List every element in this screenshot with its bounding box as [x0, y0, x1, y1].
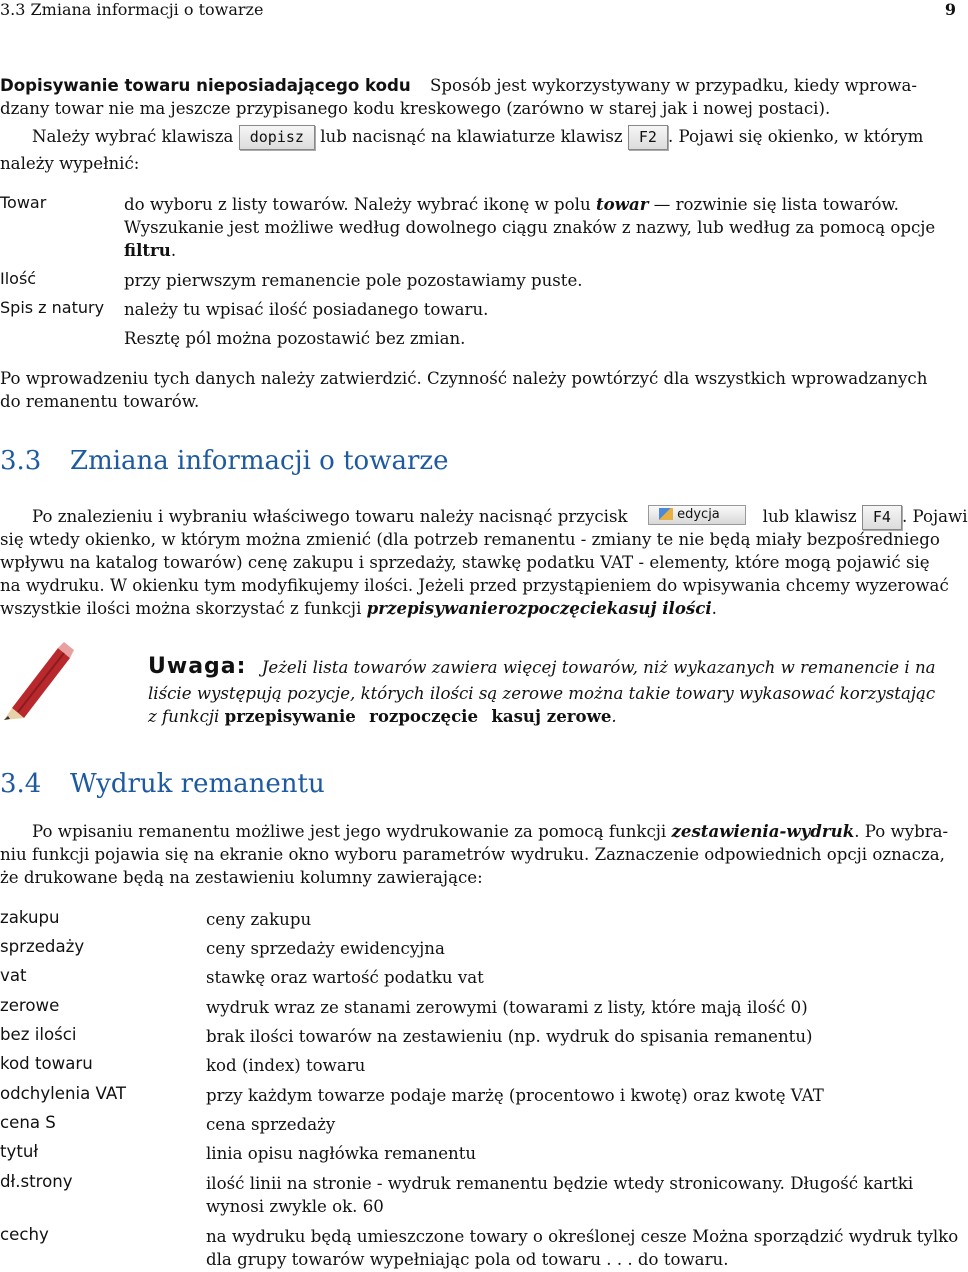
page-number: 9	[944, 0, 956, 19]
column-desc: przy każdym towarze podaje marżę (procentowo i kwotę) oraz kwotę VAT	[206, 1086, 824, 1105]
desc-towar-line1: do wyboru z listy towarów. Należy wybrać ikonę w polu towar — rozwinie się lista towarów.	[124, 194, 899, 214]
section-33-number: 3.3	[0, 446, 42, 476]
section-34-title: Wydruk remanentu	[70, 769, 325, 799]
desc-spis: należy tu wpisać ilość posiadanego towaru.	[124, 300, 489, 319]
column-desc: stawkę oraz wartość podatku vat	[206, 968, 484, 987]
section-33-title: Zmiana informacji o towarze	[70, 446, 449, 476]
column-desc-cont: wynosi zwykle ok. 60	[206, 1197, 384, 1216]
column-desc: brak ilości towarów na zestawieniu (np. wydruk do spisania remanentu)	[206, 1027, 813, 1046]
para-po-wprowadzeniu-line2: do remanentu towarów.	[0, 392, 200, 411]
column-desc: kod (index) towaru	[206, 1056, 366, 1075]
term-towar: Towar	[0, 193, 47, 212]
section-34-line3: że drukowane będą na zestawieniu kolumny zawierające:	[0, 868, 483, 887]
desc-towar-line3: filtru.	[124, 240, 177, 260]
uwaga-line3: z funkcji przepisywanie rozpoczęcie kasuj zerowe.	[148, 706, 617, 726]
section-34-line2: niu funkcji pojawia się na ekranie okno wyboru parametrów wydruku. Zaznaczenie odpowiednich opcji oznacza,	[0, 845, 945, 864]
para-dopisywanie-line3: Należy wybrać klawisza dopisz lub nacisnąć na klawiaturze klawisz F2 . Pojawi się okienko, w którym	[32, 125, 923, 150]
section-33-line5: wszystkie ilości można skorzystać z funkcji przepisywanierozpoczęciekasuj ilości.	[0, 598, 717, 618]
section-34-number: 3.4	[0, 769, 42, 799]
section-33-line3: wpływu na katalog towarów) cenę zakupu i sprzedaży, stawkę podatku VAT - elementy, które mogą pojawić się	[0, 553, 930, 572]
section-34-line1: Po wpisaniu remanentu możliwe jest jego wydrukowanie za pomocą funkcji zestawienia-wydruk. Po wybra-	[32, 821, 949, 841]
column-term: kod towaru	[0, 1054, 93, 1073]
desc-towar-line2: Wyszukanie jest możliwe według dowolnego ciągu znaków z nazwy, lub według za pomocą opcje	[124, 218, 936, 237]
section-33-line4: na wydruku. W okienku tym modyfikujemy ilości. Jeżeli przed przystąpieniem do wpisywania chcemy wyzerować	[0, 576, 949, 595]
section-33-heading	[0, 446, 448, 476]
para-dopisywanie-line4: należy wypełnić:	[0, 154, 140, 173]
uwaga-line1: Uwaga: Jeżeli lista towarów zawiera więcej towarów, niż wykazanych w remanencie i na	[148, 654, 936, 679]
column-desc: na wydruku będą umieszczone towary o określonej cesze Można sporządzić wydruk tylko	[206, 1227, 959, 1246]
column-term: tytuł	[0, 1142, 39, 1161]
section-33-line1: Po znalezieniu i wybraniu właściwego towaru należy nacisnąć przycisk edycja lub klawisz F4 . Pojawi	[32, 505, 968, 530]
dopisz-key[interactable]: dopisz	[239, 125, 315, 150]
running-header	[0, 0, 960, 22]
column-term: bez ilości	[0, 1025, 77, 1044]
desc-ilosc: przy pierwszym remanencie pole pozostawiamy puste.	[124, 271, 583, 290]
section-34-heading	[0, 769, 325, 799]
running-header-section: 3.3 Zmiana informacji o towarze	[0, 0, 264, 19]
edit-icon	[659, 508, 673, 520]
edycja-button[interactable]: edycja	[648, 505, 746, 525]
column-desc: ilość linii na stronie - wydruk remanentu będzie wtedy stronicowany. Długość kartki	[206, 1174, 914, 1193]
column-term: zerowe	[0, 996, 60, 1015]
pencil-icon	[0, 640, 74, 720]
column-desc: cena sprzedaży	[206, 1115, 336, 1134]
column-term: sprzedaży	[0, 937, 85, 956]
f2-key[interactable]: F2	[628, 125, 668, 150]
term-ilosc: Ilość	[0, 269, 37, 288]
column-term: vat	[0, 966, 27, 985]
column-term: dł.strony	[0, 1172, 73, 1191]
f4-key[interactable]: F4	[862, 505, 902, 530]
para-dopisywanie-line1: Dopisywanie towaru nieposiadającego kodu Sposób jest wykorzystywany w przypadku, kiedy wprowa-	[0, 76, 917, 95]
column-desc-cont: dla grupy towarów wypełniając pola od towaru . . . do towaru.	[206, 1250, 729, 1269]
uwaga-label: Uwaga:	[148, 654, 247, 679]
column-desc: ceny zakupu	[206, 910, 312, 929]
column-desc: linia opisu nagłówka remanentu	[206, 1144, 477, 1163]
column-desc: wydruk wraz ze stanami zerowymi (towarami z listy, które mają ilość 0)	[206, 998, 808, 1017]
section-33-line2: się wtedy okienko, w którym można zmienić (dla potrzeb remanentu - zmiany te nie będą miały bezpośredniego	[0, 530, 940, 549]
column-term: cena S	[0, 1113, 56, 1132]
column-term: cechy	[0, 1225, 49, 1244]
term-spis: Spis z natury	[0, 298, 105, 317]
uwaga-line2: liście występują pozycje, których ilości są zerowe można takie towary wykasować korzystając	[148, 684, 936, 703]
column-term: odchylenia VAT	[0, 1084, 127, 1103]
para-po-wprowadzeniu-line1: Po wprowadzeniu tych danych należy zatwierdzić. Czynność należy powtórzyć dla wszystkich wprowadzanych	[0, 369, 928, 388]
column-desc: ceny sprzedaży ewidencyjna	[206, 939, 445, 958]
column-term: zakupu	[0, 908, 60, 927]
para-heading: Dopisywanie towaru nieposiadającego kodu	[0, 76, 411, 95]
desc-rest: Resztę pól można pozostawić bez zmian.	[124, 329, 466, 348]
para-dopisywanie-line2: dzany towar nie ma jeszcze przypisanego kodu kreskowego (zarówno w starej jak i nowej postaci).	[0, 99, 831, 118]
